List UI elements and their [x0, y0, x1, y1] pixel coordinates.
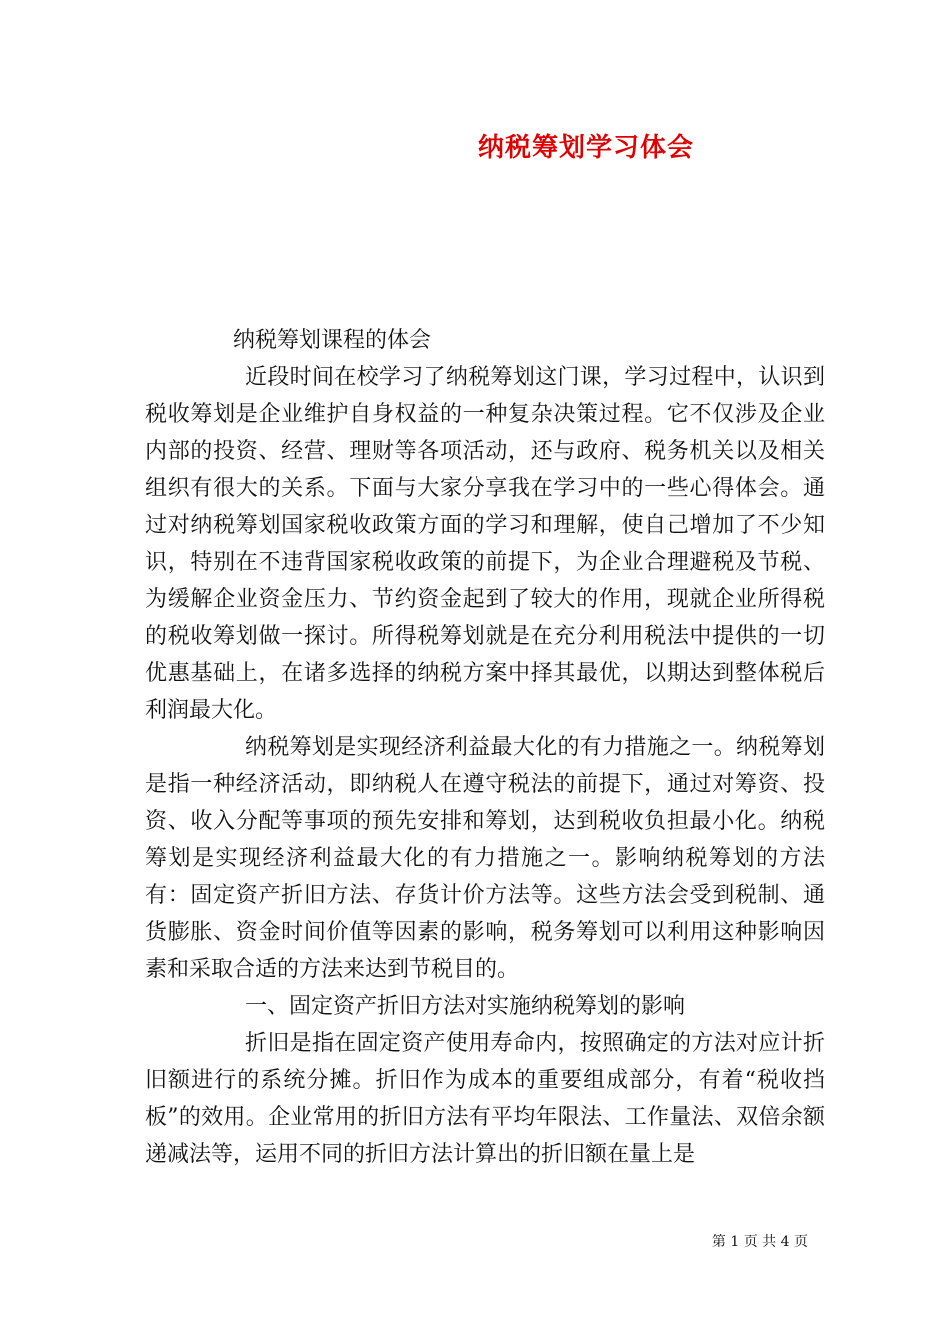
document-title: 纳税筹划学习体会	[478, 133, 695, 163]
section-heading: 一、固定资产折旧方法对实施纳税筹划的影响	[245, 994, 686, 1019]
paragraph-1: 近段时间在校学习了纳税筹划这门课，学习过程中，认识到税收筹划是企业维护自身权益的一种复杂决策过程。它不仅涉及企业内部的投资、经营、理财等各项活动，还与政府、税务机关以及相关组织有很大的关系。下面与大家分享我在学习中的一些心得体会。通过对纳税筹划国家税收政策方面的学习和理解，使自己增加了不少知识，特别在不违背国家税收政策的前提下，为企业合理避税及节税、为缓解企业资金压力、节约资金起到了较大的作用，现就企业所得税的税收筹划做一探讨。所得税筹划就是在充分利用税法中提供的一切优惠基础上，在诸多选择的纳税方案中择其最优，以期达到整体税后利润最大化。	[145, 365, 825, 723]
page-footer: 第 1 页 共 4 页	[711, 1234, 808, 1250]
document-body	[145, 322, 825, 1173]
document-subtitle: 纳税筹划课程的体会	[233, 328, 432, 353]
paragraph-2: 纳税筹划是实现经济利益最大化的有力措施之一。纳税筹划是指一种经济活动，即纳税人在遵守税法的前提下，通过对筹资、投资、收入分配等事项的预先安排和筹划，达到税收负担最小化。纳税筹划是实现经济利益最大化的有力措施之一。影响纳税筹划的方法有：固定资产折旧方法、存货计价方法等。这些方法会受到税制、通货膨胀、资金时间价值等因素的影响，税务筹划可以利用这种影响因素和采取合适的方法来达到节税目的。	[145, 735, 825, 982]
section-paragraph: 折旧是指在固定资产使用寿命内，按照确定的方法对应计折旧额进行的系统分摊。折旧作为成本的重要组成部分，有着“税收挡板”的效用。企业常用的折旧方法有平均年限法、工作量法、双倍余额递减法等，运用不同的折旧方法计算出的折旧额在量上是	[145, 1031, 825, 1167]
